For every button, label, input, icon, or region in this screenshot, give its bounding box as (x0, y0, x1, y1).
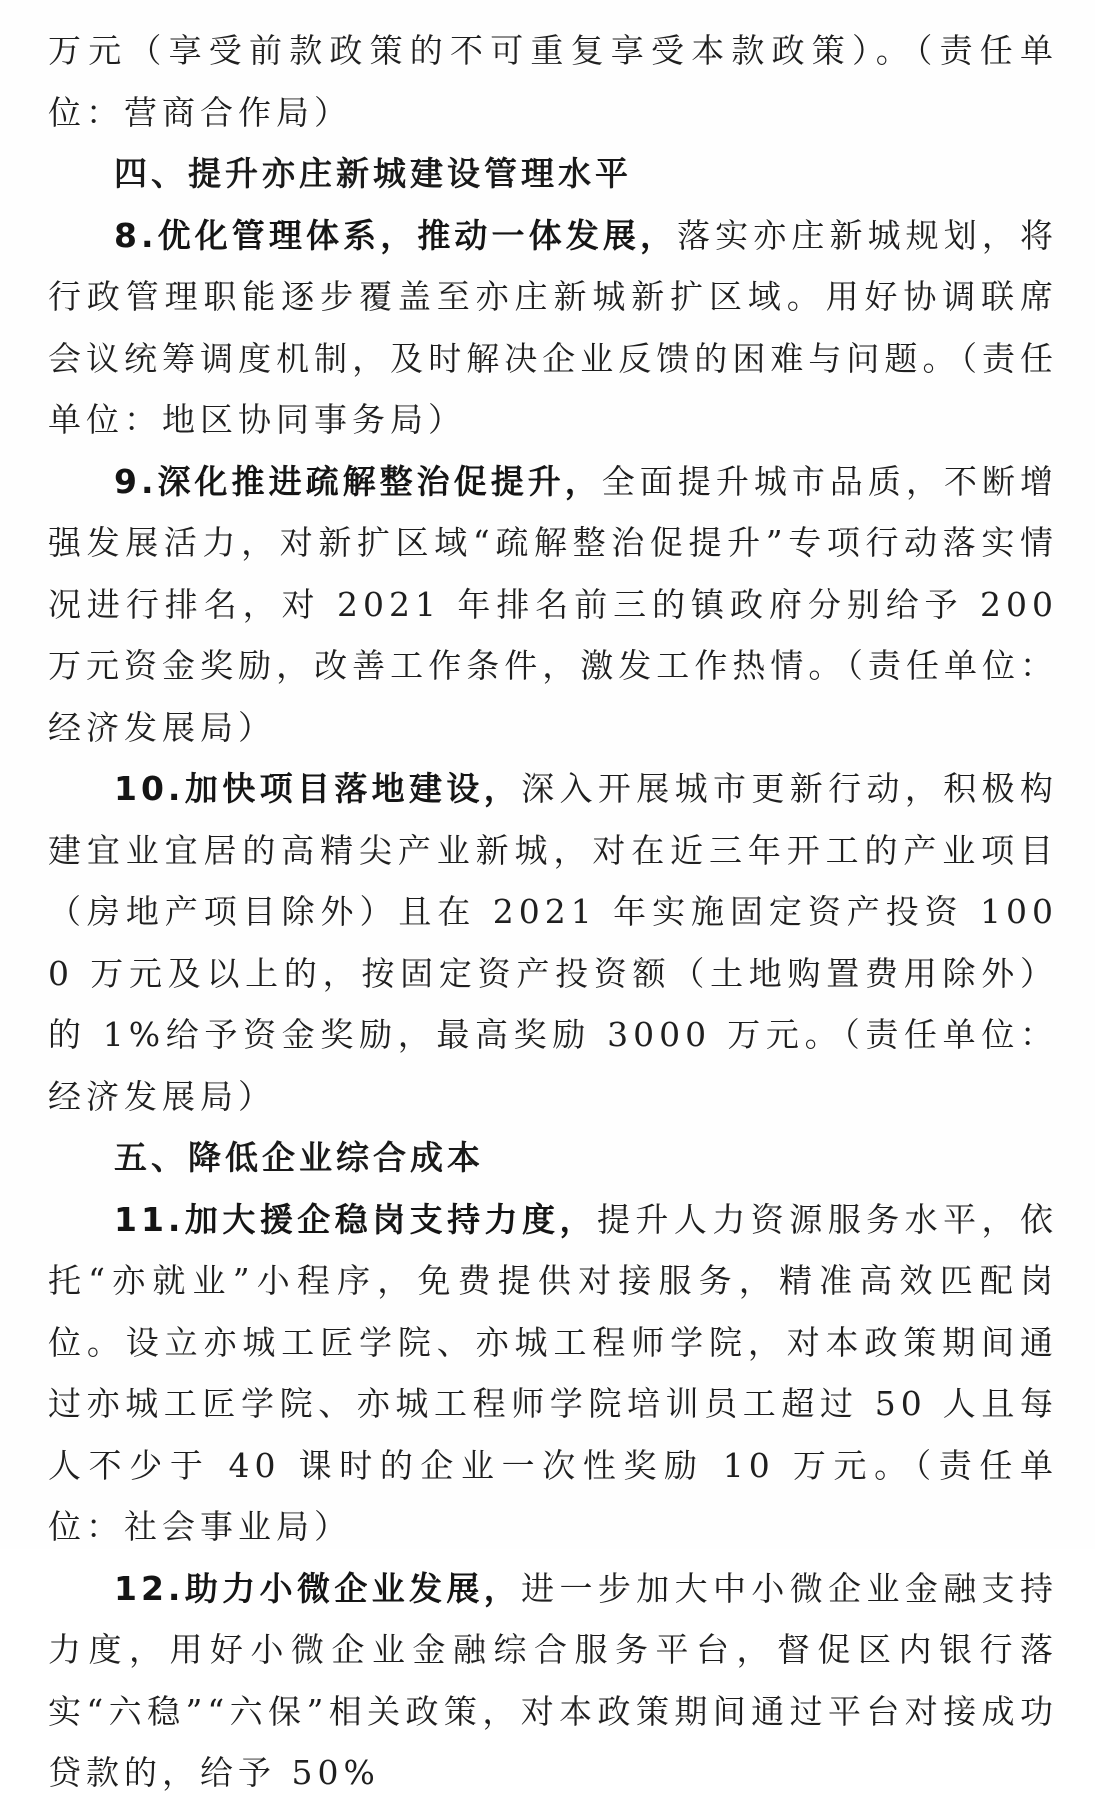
item-12-lead: 12.助力小微企业发展， (114, 1568, 522, 1608)
item-11-body: 提升人力资源服务水平，依托“亦就业”小程序，免费提供对接服务，精准高效匹配岗位。设立亦城工匠学院、亦城工程师学院，对本政策期间通过亦城工匠学院、亦城工程师学院培训员工超过 50 人且每人不少于 40 课时的企业一次性奖励 10 万元。（责任单位：社会事业局） (48, 1199, 1059, 1546)
item-10-body: 深入开展城市更新行动，积极构建宜业宜居的高精尖产业新城，对在近三年开工的产业项目（房地产项目除外）且在 2021 年实施固定资产投资 1000 万元及以上的，按固定资产投资额（土地购置费用除外）的 1%给予资金奖励，最高奖励 3000 万元。（责任单位：经济发展局） (48, 769, 1058, 1116)
item-8-body: 落实亦庄新城规划，将行政管理职能逐步覆盖至亦庄新城新扩区域。用好协调联席会议统筹调度机制，及时解决企业反馈的困难与问题。（责任单位：地区协同事务局） (48, 215, 1059, 439)
item-11-paragraph (48, 1189, 1058, 1558)
item-10-lead: 10.加快项目落地建设， (114, 769, 522, 808)
item-8-paragraph (48, 205, 1058, 451)
item-12-paragraph (48, 1558, 1058, 1804)
section-heading-4: 四、提升亦庄新城建设管理水平 (114, 154, 632, 193)
document-body (48, 20, 1058, 1804)
item-9-paragraph (48, 451, 1058, 759)
item-9-body: 全面提升城市品质，不断增强发展活力，对新扩区域“疏解整治促提升”专项行动落实情况进行排名，对 2021 年排名前三的镇政府分别给予 200 万元资金奖励，改善工作条件，激发工作热情。（责任单位：经济发展局） (48, 461, 1059, 747)
item-10-paragraph (48, 758, 1058, 1127)
item-12-body: 进一步加大中小微企业金融支持力度，用好小微企业金融综合服务平台，督促区内银行落实“六稳”“六保”相关政策，对本政策期间通过平台对接成功贷款的，给予 50% (48, 1568, 1058, 1792)
item-9-lead: 9.深化推进疏解整治促提升， (114, 461, 602, 501)
section-heading-5: 五、降低企业综合成本 (114, 1138, 484, 1177)
intro-paragraph: 万元（享受前款政策的不可重复享受本款政策）。（责任单位：营商合作局） (48, 31, 1058, 132)
item-8-lead: 8.优化管理体系，推动一体发展， (114, 215, 678, 255)
item-11-lead: 11.加大援企稳岗支持力度， (114, 1199, 597, 1239)
